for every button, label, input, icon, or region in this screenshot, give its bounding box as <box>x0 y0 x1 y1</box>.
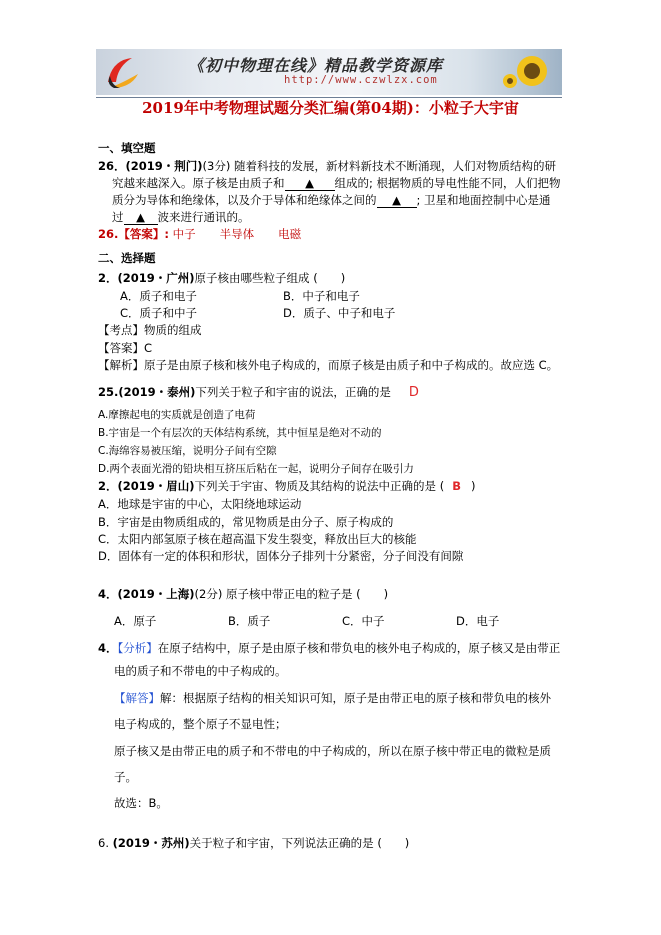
q4-option-b: B．质子 <box>228 614 271 628</box>
document-title: 2019年中考物理试题分类汇编(第04期)：小粒子大宇宙 <box>142 99 519 117</box>
q26-answer: 26.【答案】: 中子 半导体 电磁 <box>98 227 302 241</box>
q4-option-c: C．中子 <box>342 614 385 628</box>
q2-guangzhou-analysis: 【解析】原子是由原子核和核外电子构成的，而原子核是由质子和中子构成的。故应选 C。 <box>98 358 559 372</box>
q4-solution-line-1: 【解答】解：根据原子结构的相关知识可知，原子是由带正电的原子核和带负电的核外 <box>114 691 551 705</box>
q25-option-b: B.宇宙是一个有层次的天体结构系统，其中恒星是绝对不动的 <box>98 427 382 439</box>
sunflower-icon <box>502 51 556 93</box>
q25-option-c: C.海绵容易被压缩，说明分子间有空隙 <box>98 445 277 457</box>
q4-option-a: A．原子 <box>114 614 157 628</box>
q26-line-1: 26．(2019・荆门)(3分) 随着科技的发展，新材料新技术不断涌现，人们对物质结构的研 <box>98 159 556 173</box>
q2-guangzhou-stem: 2．(2019・广州)原子核由哪些粒子组成 ( ) <box>98 271 346 285</box>
q4-analysis-line-2: 电的质子和不带电的中子构成的。 <box>114 664 287 678</box>
q25-option-d: D.两个表面光滑的铅块相互挤压后粘在一起，说明分子间存在吸引力 <box>98 463 414 475</box>
q4-option-d: D．电子 <box>456 614 500 628</box>
header-banner <box>96 49 562 95</box>
q25-taizhou-stem: 25.(2019・泰州)下列关于粒子和宇宙的说法，正确的是 D <box>98 385 419 400</box>
q6-suzhou-stem: 6. (2019・苏州)关于粒子和宇宙，下列说法正确的是 ( ) <box>98 836 410 850</box>
section-heading-fill: 一、填空题 <box>98 141 156 155</box>
q2-meishan-stem: 2．(2019・眉山)下列关于宇宙、物质及其结构的说法中正确的是 ( B ) <box>98 479 476 493</box>
q4-solution-line-2: 电子构成的，整个原子不显电性； <box>114 717 287 731</box>
section-heading-choice: 二、选择题 <box>98 251 156 265</box>
q4-shanghai-stem: 4．(2019・上海)(2分) 原子核中带正电的粒子是 ( ) <box>98 587 389 601</box>
q4-analysis-line-1: 4．【分析】在原子结构中，原子是由原子核和带负电的核外电子构成的，原子核又是由带正 <box>98 641 561 655</box>
q2-guangzhou-option-c: C．质子和中子 <box>120 306 198 320</box>
banner-title: 《初中物理在线》精品教学资源库 <box>188 56 444 75</box>
banner-url: http://www.czwlzx.com <box>284 74 438 86</box>
q26-line-2: 究越来越深入。原子核是由质子和 ▲ 组成的; 根据物质的导电性能不同，人们把物 <box>112 176 561 190</box>
q4-solution-line-5: 故选：B。 <box>114 796 168 810</box>
q25-option-a: A.摩擦起电的实质就是创造了电荷 <box>98 409 256 421</box>
logo-icon <box>102 52 142 92</box>
q2-meishan-option-d: D．固体有一定的体积和形状，固体分子排列十分紧密，分子间没有间隙 <box>98 549 464 563</box>
q2-guangzhou-answer: 【答案】C <box>98 341 153 355</box>
q2-guangzhou-option-d: D．质子、中子和电子 <box>283 306 396 320</box>
q2-meishan-option-a: A．地球是宇宙的中心，太阳绕地球运动 <box>98 497 302 511</box>
q2-guangzhou-option-b: B．中子和电子 <box>283 289 360 303</box>
q2-meishan-option-c: C．太阳内部氢原子核在超高温下发生裂变，释放出巨大的核能 <box>98 532 417 546</box>
q2-guangzhou-option-a: A．质子和电子 <box>120 289 197 303</box>
q4-solution-line-3: 原子核又是由带正电的质子和不带电的中子构成的，所以在原子核中带正电的微粒是质 <box>114 744 551 758</box>
q2-guangzhou-topic: 【考点】物质的组成 <box>98 323 202 337</box>
q2-meishan-option-b: B．宇宙是由物质组成的，常见物质是由分子、原子构成的 <box>98 515 394 529</box>
q26-line-4: 过 ▲ 波来进行通讯的。 <box>112 210 250 224</box>
q26-line-3: 质分为导体和绝缘体，以及介于导体和绝缘体之间的 ▲ ; 卫星和地面控制中心是通 <box>112 193 551 207</box>
q4-solution-line-4: 子。 <box>114 770 137 784</box>
